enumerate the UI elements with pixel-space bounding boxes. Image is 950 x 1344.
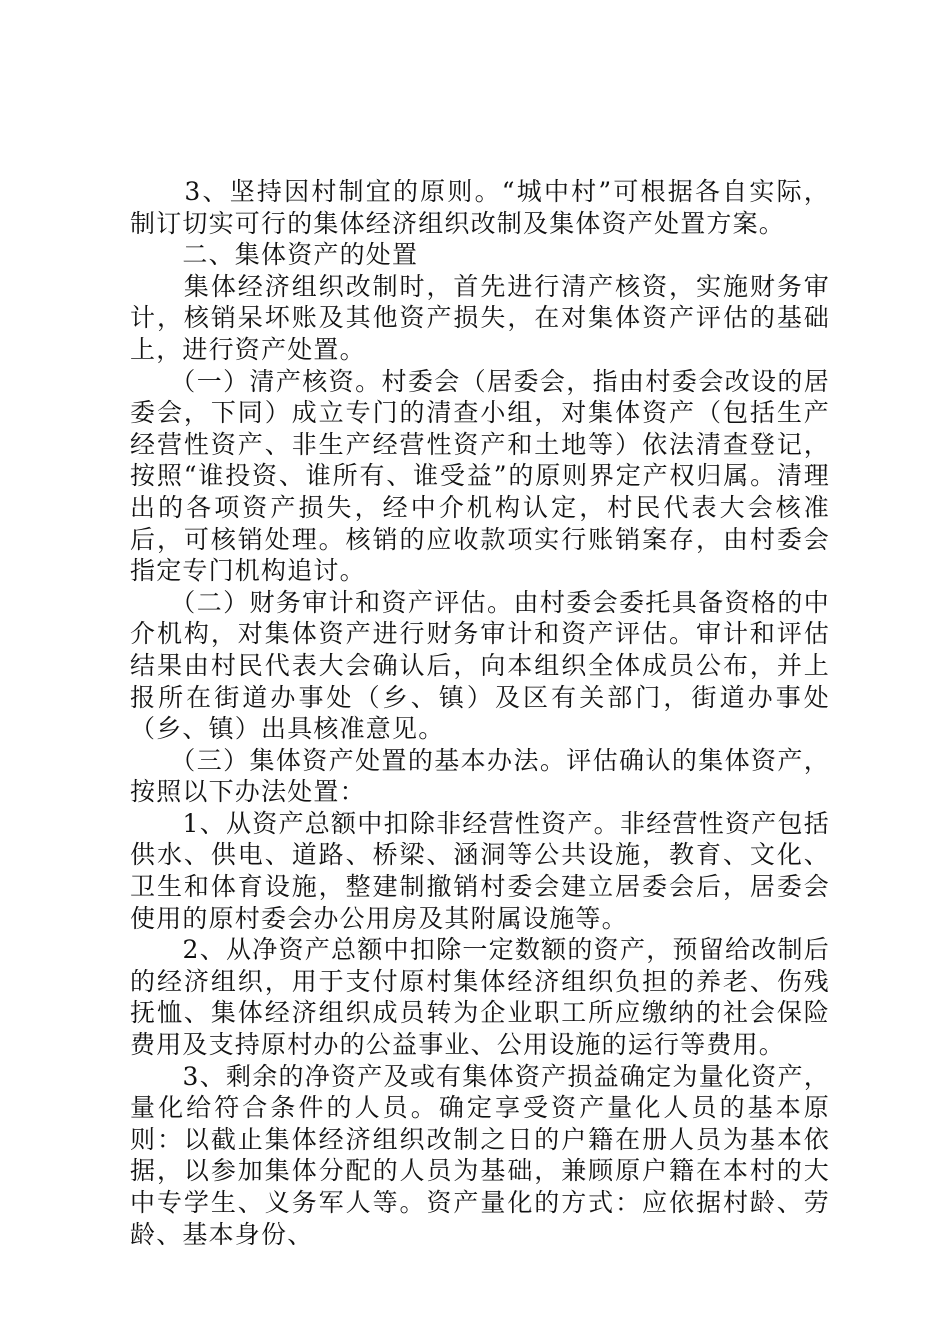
- section-heading-asset-disposal: 二、集体资产的处置: [130, 240, 419, 270]
- paragraph-disposal-methods: （三）集体资产处置的基本办法。评估确认的集体资产，按照以下办法处置：: [130, 745, 830, 807]
- paragraph-disposal-intro: 集体经济组织改制时，首先进行清产核资，实施财务审计，核销呆坏账及其他资产损失，在对集体资产评估的基础上，进行资产处置。: [130, 271, 830, 364]
- paragraph-principle-3: 3、坚持因村制宜的原则。“城中村”可根据各自实际，制订切实可行的集体经济组织改制及集体资产处置方案。: [130, 177, 830, 238]
- paragraph-method-1: 1、从资产总额中扣除非经营性资产。非经营性资产包括供水、供电、道路、桥梁、涵洞等公共设施，教育、文化、卫生和体育设施，整建制撤销村委会建立居委会后，居委会使用的原村委会办公用房及其附属设施等。: [130, 808, 830, 933]
- paragraph-audit-evaluation: （二）财务审计和资产评估。由村委会委托具备资格的中介机构，对集体资产进行财务审计和资产评估。审计和评估结果由村民代表大会确认后，向本组织全体成员公布，并上报所在街道办事处（乡、镇）及区有关部门，街道办事处（乡、镇）出具核准意见。: [130, 587, 830, 744]
- document-body: [130, 176, 830, 1250]
- paragraph-method-3: 3、剩余的净资产及或有集体资产损益确定为量化资产，量化给符合条件的人员。确定享受资产量化人员的基本原则：以截止集体经济组织改制之日的户籍在册人员为基本依据，以参加集体分配的人员为基础，兼顾原户籍在本村的大中专学生、义务军人等。资产量化的方式：应依据村龄、劳龄、基本身份、: [130, 1061, 830, 1249]
- paragraph-asset-verification: （一）清产核资。村委会（居委会，指由村委会改设的居委会，下同）成立专门的清查小组，对集体资产（包括生产经营性资产、非生产经营性资产和土地等）依法清查登记，按照“谁投资、谁所有、谁受益”的原则界定产权归属。清理出的各项资产损失，经中介机构认定，村民代表大会核准后，可核销处理。核销的应收款项实行账销案存，由村委会指定专门机构追讨。: [130, 366, 830, 586]
- paragraph-method-2: 2、从净资产总额中扣除一定数额的资产，预留给改制后的经济组织，用于支付原村集体经济组织负担的养老、伤残抚恤、集体经济组织成员转为企业职工所应缴纳的社会保险费用及支持原村办的公益事业、公用设施的运行等费用。: [130, 935, 830, 1060]
